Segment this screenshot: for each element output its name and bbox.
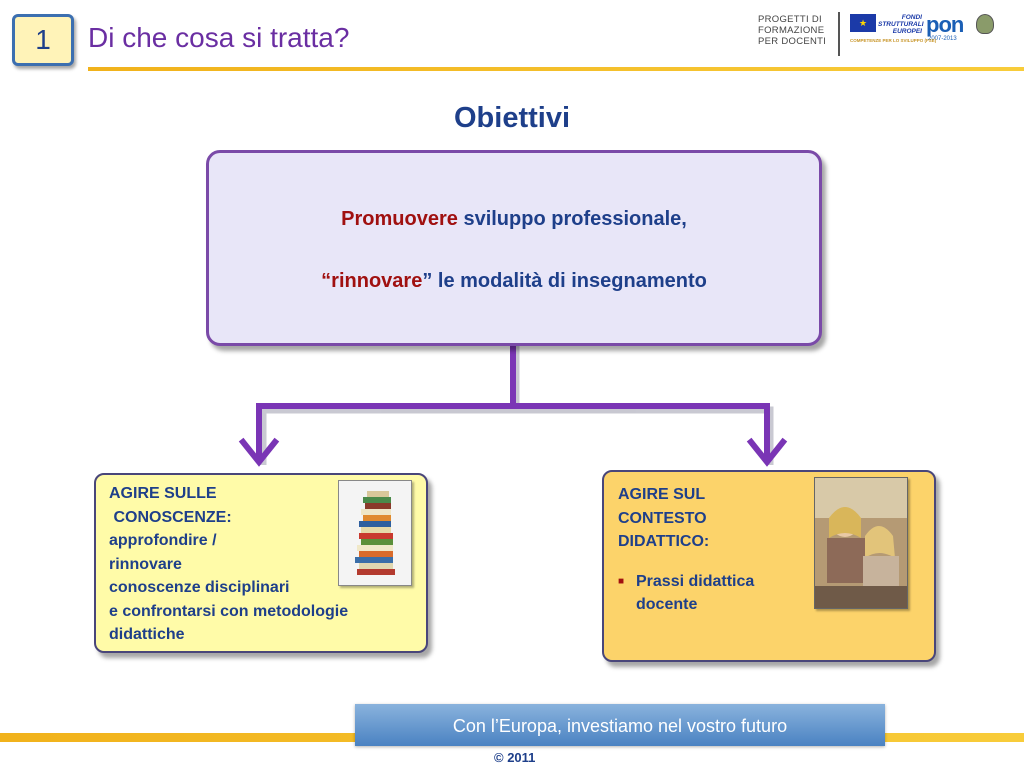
pon-logo: pon bbox=[926, 12, 964, 37]
eu-flag-icon: ★ bbox=[850, 14, 876, 32]
context-line: CONTESTO bbox=[618, 509, 707, 527]
page-title: Di che cosa si tratta? bbox=[88, 22, 350, 53]
knowledge-line: didattiche bbox=[109, 626, 185, 643]
bullet-item bbox=[618, 570, 754, 617]
logo-line: PER DOCENTI bbox=[758, 36, 827, 47]
copyright: © 2011 bbox=[494, 750, 536, 765]
objective-box bbox=[206, 150, 822, 346]
bullet-line: docente bbox=[636, 596, 698, 613]
knowledge-line: AGIRE SULLE bbox=[109, 485, 217, 502]
connector-right-branch bbox=[513, 406, 767, 458]
knowledge-line: approfondire / bbox=[109, 532, 217, 549]
knowledge-text bbox=[109, 482, 348, 647]
objective-keyword: rinnovare bbox=[331, 270, 423, 292]
footer-slogan: Con l’Europa, investiamo nel vostro futuro bbox=[452, 716, 788, 736]
objective-line-1 bbox=[209, 208, 819, 231]
slide-number: 1 bbox=[35, 24, 51, 55]
objective-line-2 bbox=[209, 270, 819, 293]
connector-trunk bbox=[259, 342, 513, 458]
knowledge-line: e confrontarsi con metodologie bbox=[109, 602, 349, 620]
context-line: DIDATTICO: bbox=[618, 533, 710, 550]
knowledge-line: conoscenze disciplinari bbox=[109, 579, 290, 596]
logo-line: PROGETTI DI bbox=[758, 14, 822, 25]
logo-line: FORMAZIONE bbox=[758, 25, 825, 36]
knowledge-line: rinnovare bbox=[109, 555, 182, 573]
context-line: AGIRE SUL bbox=[618, 486, 706, 503]
fondi-line: EUROPEI bbox=[892, 28, 922, 35]
diagram-title: Obiettivi bbox=[453, 102, 570, 134]
knowledge-line: CONOSCENZE: bbox=[109, 508, 232, 526]
objective-text: sviluppo professionale, bbox=[457, 208, 687, 230]
books-stack-image bbox=[338, 480, 412, 586]
context-text bbox=[618, 483, 754, 617]
bullet-text bbox=[636, 570, 754, 617]
pon-years: 2007-2013 bbox=[928, 36, 957, 42]
fondi-line: FONDI bbox=[901, 14, 922, 21]
bullet-square-icon: ■ bbox=[618, 575, 625, 587]
footer-banner bbox=[355, 704, 885, 746]
competenze-tagline: COMPETENZE PER LO SVILUPPO (FSE) bbox=[850, 38, 937, 43]
fondi-line: STRUTTURALI bbox=[878, 21, 924, 28]
objective-text: ” le modalità di insegnamento bbox=[422, 270, 707, 292]
objective-keyword: Promuovere bbox=[341, 208, 458, 230]
open-quote: “ bbox=[321, 270, 332, 292]
bullet-line: Prassi didattica bbox=[636, 572, 755, 590]
classroom-photo bbox=[814, 477, 908, 609]
